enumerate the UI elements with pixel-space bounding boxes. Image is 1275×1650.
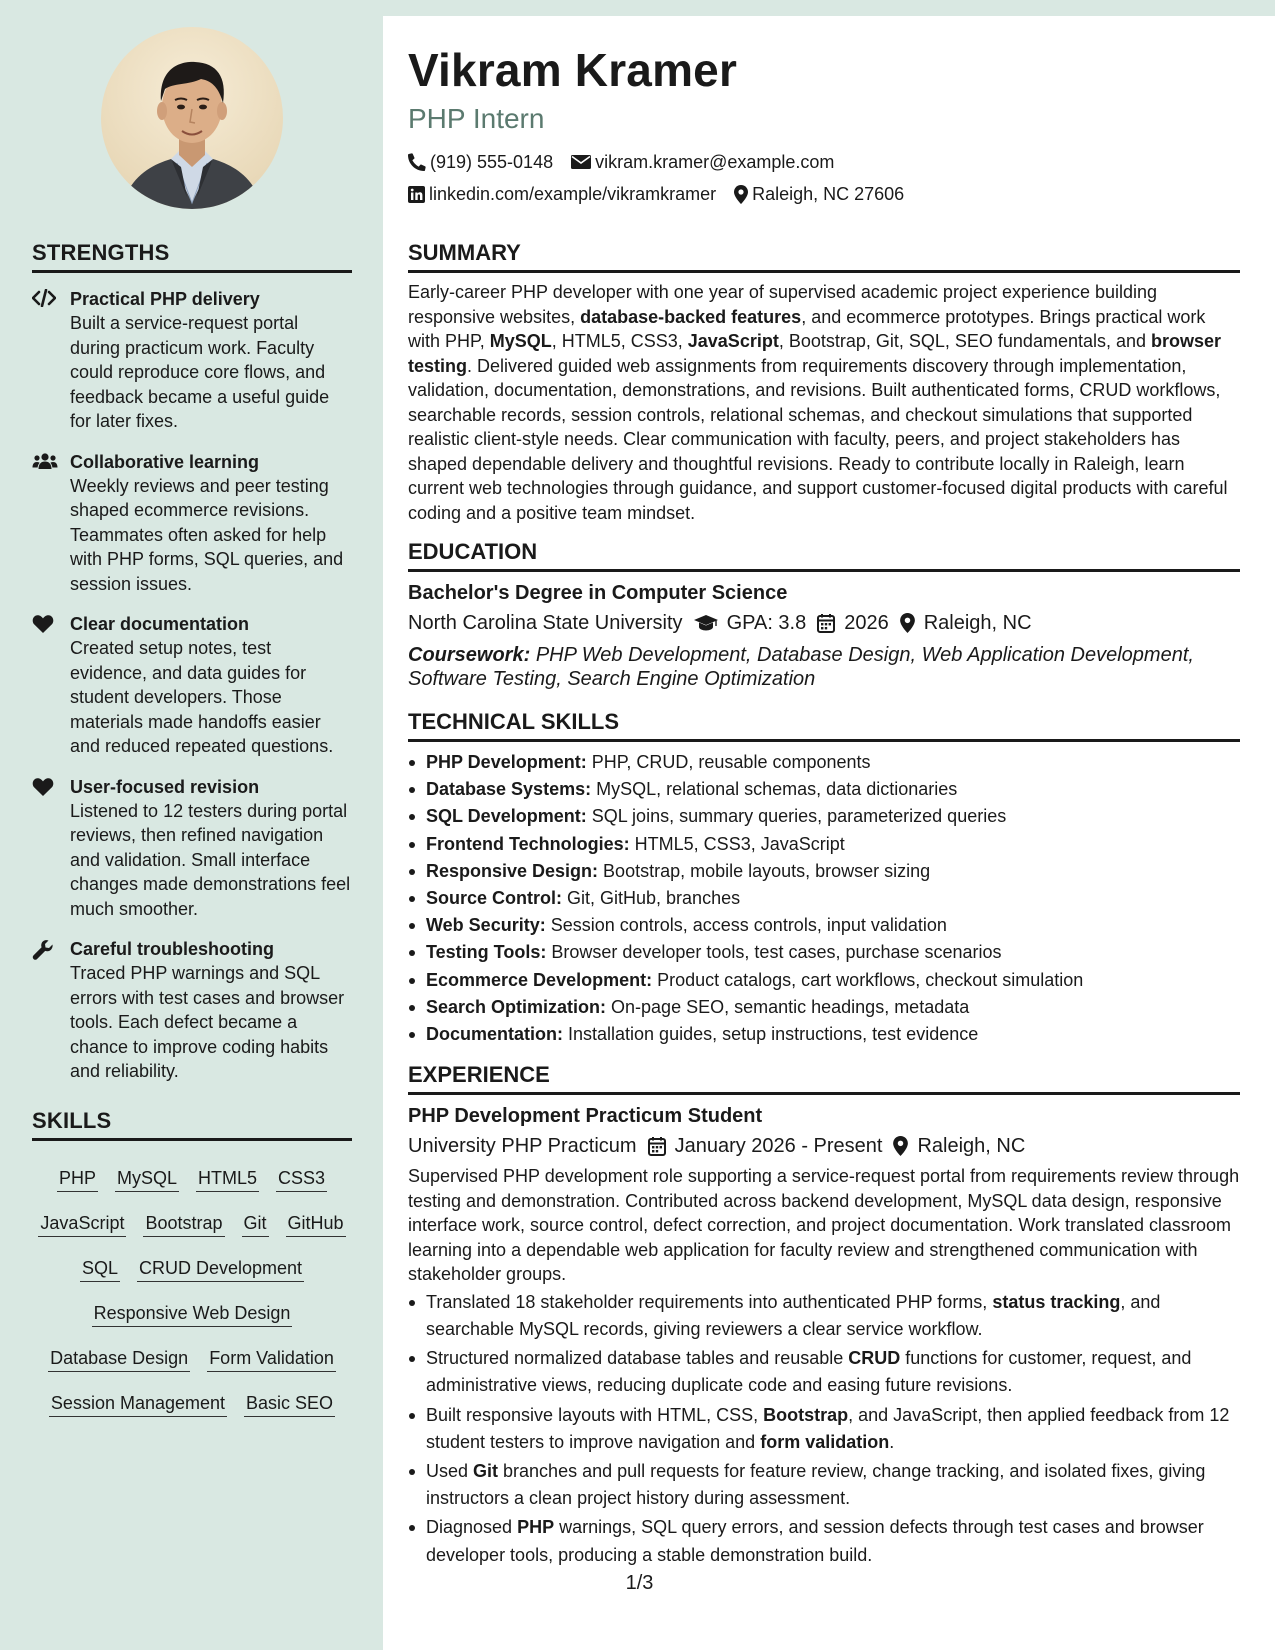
education-heading: EDUCATION [408, 539, 1240, 572]
experience-bullets [408, 1289, 1240, 1569]
candidate-name: Vikram Kramer [408, 44, 738, 96]
skill-tag: Basic SEO [244, 1392, 335, 1417]
calendar-icon [817, 613, 835, 633]
experience-bullet [408, 1402, 1240, 1456]
skill-value: SQL joins, summary queries, parameterized queries [586, 806, 1007, 827]
skill-tag: SQL [80, 1257, 120, 1282]
emphasis-text: Git [473, 1460, 499, 1481]
skill-tag: MySQL [115, 1167, 179, 1192]
skill-tag: Bootstrap [143, 1212, 224, 1237]
skills-heading: SKILLS [32, 1108, 352, 1141]
technical-skill-item [408, 994, 1240, 1021]
text-run: functions for customer, request, and administrative views, reducing duplicate code and easing future revisions. [426, 1348, 1192, 1396]
text-run: Used [426, 1460, 474, 1481]
skill-label: SQL Development: [426, 806, 587, 827]
experience-location: Raleigh, NC [917, 1135, 1026, 1158]
text-run: , and ecommerce prototypes. Brings practical work with PHP, [408, 306, 1206, 351]
text-run: . Delivered guided web assignments from requirements discovery through implementation, validation, documentation, demonstrations, and revisions. Built authenticated forms, CRUD workflows, searchable records, session controls, relational schemas, and checkout simulations that supported realistic client-style needs. Clear communication with faculty, peers, and project stakeholders has shaped dependable delivery and thoughtful revisions. Ready to contribute locally in Raleigh, learn current web technologies through guidance, and support customer-focused digital products with careful coding and a positive team mindset. [408, 355, 1228, 523]
strength-desc: Weekly reviews and peer testing shaped ecommerce revisions. Teammates often asked for help with PHP forms, SQL queries, and session issues. [70, 475, 344, 594]
calendar-icon [648, 1136, 666, 1156]
profile-photo [101, 27, 283, 209]
skill-label: Source Control: [426, 888, 563, 909]
page-number [0, 1572, 1275, 1595]
wrench-icon [32, 937, 70, 1084]
skill-tag: Git [242, 1212, 269, 1237]
contact-linkedin [408, 178, 716, 210]
job-title: PHP Intern [408, 103, 545, 134]
technical-skill-item [408, 858, 1240, 885]
skill-tag: CSS3 [276, 1167, 327, 1192]
linkedin-text: linkedin.com/example/vikramkramer [429, 184, 717, 204]
skill-label: Ecommerce Development: [426, 969, 653, 990]
strength-desc: Built a service-request portal during practicum work. Faculty could reproduce core flows, and feedback became a useful guide for later fixes. [70, 313, 330, 431]
strength-item [32, 450, 352, 597]
strength-desc: Listened to 12 testers during portal reviews, then refined navigation and validation. Small interface changes made demonstrations feel much smoother. [70, 800, 351, 919]
strength-item [32, 287, 352, 434]
technical-skill-item [408, 776, 1240, 803]
strengths-heading: STRENGTHS [32, 240, 352, 273]
skill-label: Database Systems: [426, 779, 592, 800]
contact-location [734, 178, 904, 210]
users-icon [32, 450, 70, 597]
emphasis-text: PHP [517, 1517, 555, 1538]
technical-skill-item [408, 749, 1240, 776]
education-school: North Carolina State University [408, 612, 683, 634]
education-location: Raleigh, NC [923, 612, 1032, 634]
contact-row [408, 146, 1248, 178]
education-degree: Bachelor's Degree in Computer Science [408, 582, 788, 604]
technical-skill-item [408, 1021, 1240, 1048]
experience-description: Supervised PHP development role supporting a service-request portal from requirements review through testing and demonstration. Contributed across backend development, MySQL data design, responsive interface work, source control, defect correction, and project documentation. Work translated classroom learning into a dependable web application for faculty review and strengthened communication with stakeholder groups. [408, 1166, 1240, 1285]
experience-role: PHP Development Practicum Student [408, 1105, 763, 1128]
experience-bullet [408, 1458, 1240, 1512]
skill-tag: GitHub [286, 1212, 346, 1237]
skill-tag: HTML5 [196, 1167, 259, 1192]
location-text: Raleigh, NC 27606 [752, 184, 905, 204]
text-run: , Bootstrap, Git, SQL, SEO fundamentals, and [778, 331, 1152, 351]
text-run: Diagnosed [426, 1517, 518, 1538]
emphasis-text: status tracking [992, 1291, 1121, 1312]
technical-skill-item [408, 831, 1240, 858]
skill-label: Web Security: [426, 915, 546, 936]
education-year: 2026 [844, 612, 889, 634]
graduation-cap-icon [694, 614, 718, 632]
text-run: Early-career PHP developer with one year of supervised academic project experience building responsive websites, [408, 282, 1158, 327]
emphasis-text: database-backed features [580, 306, 802, 327]
skill-tag: Form Validation [207, 1347, 336, 1372]
emphasis-text: CRUD [848, 1348, 901, 1369]
sidebar-content [32, 240, 352, 1425]
text-run: Translated 18 stakeholder requirements into authenticated PHP forms, [426, 1291, 993, 1312]
skill-value: MySQL, relational schemas, data dictionaries [591, 779, 958, 800]
skill-value: HTML5, CSS3, JavaScript [629, 833, 845, 854]
phone-icon [408, 153, 426, 171]
skill-tag: Session Management [49, 1392, 227, 1417]
emphasis-text: MySQL [489, 331, 552, 351]
skill-label: Frontend Technologies: [426, 833, 630, 854]
contact-phone [408, 146, 553, 178]
skill-label: Documentation: [426, 1024, 563, 1045]
contact-row [408, 178, 1248, 210]
text-run: , and searchable MySQL records, giving reviewers a clear service workflow. [426, 1291, 1161, 1339]
email-text: vikram.kramer@example.com [595, 152, 835, 172]
strength-title: Collaborative learning [70, 451, 260, 472]
skill-value: Browser developer tools, test cases, purchase scenarios [546, 942, 1002, 963]
strength-item [32, 937, 352, 1084]
summary-heading: SUMMARY [408, 240, 1240, 273]
experience-org: University PHP Practicum [408, 1135, 637, 1158]
phone-text: (919) 555-0148 [430, 152, 554, 172]
skill-tag-row [32, 1155, 352, 1200]
skill-tag-row [32, 1380, 352, 1425]
code-icon [32, 287, 70, 434]
experience-dates: January 2026 - Present [674, 1135, 883, 1158]
technical-skill-item [408, 885, 1240, 912]
skill-value: Bootstrap, mobile layouts, browser sizing [598, 860, 931, 881]
text-run: Structured normalized database tables and reusable [426, 1348, 849, 1369]
emphasis-text: JavaScript [687, 331, 779, 351]
technical-skill-item [408, 803, 1240, 830]
map-pin-icon [900, 613, 915, 633]
contact-email [571, 146, 834, 178]
skill-tag: Database Design [48, 1347, 190, 1372]
skill-tags [32, 1155, 352, 1425]
coursework [408, 643, 1240, 691]
strength-title: Careful troubleshooting [70, 939, 274, 959]
skill-tag-row [32, 1245, 352, 1290]
strength-title: User-focused revision [70, 776, 260, 797]
heart-icon [32, 612, 70, 759]
experience-heading: EXPERIENCE [408, 1062, 1240, 1095]
technical-skills-list [408, 749, 1240, 1048]
technical-skill-item [408, 967, 1240, 994]
emphasis-text: Bootstrap [763, 1404, 849, 1425]
strength-title: Clear documentation [70, 614, 250, 634]
linkedin-icon [408, 186, 425, 203]
skill-tag-row [32, 1335, 352, 1380]
skill-label: Responsive Design: [426, 860, 599, 881]
text-run: , and JavaScript, then applied feedback from 12 student testers to improve navigation and [426, 1404, 1230, 1452]
skill-label: Search Optimization: [426, 996, 607, 1017]
skill-tag: PHP [57, 1167, 98, 1192]
main-content [408, 240, 1240, 1571]
experience-bullet [408, 1345, 1240, 1399]
technical-skill-item [408, 939, 1240, 966]
text-run: branches and pull requests for feature review, change tracking, and isolated fixes, giving instructors a clean project history during assessment. [426, 1460, 1206, 1509]
strength-item [32, 775, 352, 922]
strength-title: Practical PHP delivery [70, 289, 260, 309]
skill-value: Product catalogs, cart workflows, checkout simulation [652, 969, 1084, 990]
coursework-label: Coursework: [408, 644, 531, 666]
skill-label: Testing Tools: [426, 942, 547, 963]
envelope-icon [571, 154, 591, 170]
skill-tag-row [32, 1200, 352, 1245]
heart-icon [32, 775, 70, 922]
skill-value: PHP, CRUD, reusable components [586, 752, 871, 772]
header [408, 38, 1248, 210]
skill-value: Git, GitHub, branches [562, 888, 741, 909]
experience-meta [408, 1130, 1240, 1162]
strength-desc: Created setup notes, test evidence, and data guides for student developers. Those materials made handoffs easier and reduced repeated questions. [70, 638, 334, 756]
map-pin-icon [734, 185, 748, 204]
skill-value: Session controls, access controls, input validation [545, 915, 947, 936]
strength-desc: Traced PHP warnings and SQL errors with test cases and browser tools. Each defect became a chance to improve coding habits and reliability. [70, 963, 345, 1081]
skill-value: Installation guides, setup instructions, test evidence [563, 1024, 979, 1045]
skill-tag-row [32, 1290, 352, 1335]
experience-bullet [408, 1514, 1240, 1568]
map-pin-icon [893, 1136, 908, 1156]
text-run: . [889, 1431, 895, 1452]
page-number-text: 1/3 [625, 1572, 654, 1594]
education-meta [408, 607, 1240, 639]
text-run: warnings, SQL query errors, and session defects through test cases and browser developer tools, producing a stable demonstration build. [426, 1517, 1204, 1565]
emphasis-text: browser testing [408, 331, 1222, 376]
emphasis-text: form validation [760, 1431, 890, 1452]
text-run: , HTML5, CSS3, [551, 331, 688, 351]
technical-skill-item [408, 912, 1240, 939]
strength-item [32, 612, 352, 759]
summary-text [408, 280, 1240, 525]
skill-value: On-page SEO, semantic headings, metadata [606, 996, 970, 1017]
skill-label: PHP Development: [426, 752, 587, 772]
skill-tag: CRUD Development [137, 1257, 304, 1282]
education-gpa: GPA: 3.8 [726, 612, 807, 634]
experience-bullet [408, 1289, 1240, 1343]
technical-skills-heading: TECHNICAL SKILLS [408, 709, 1240, 742]
skill-tag: Responsive Web Design [92, 1302, 293, 1327]
text-run: Built responsive layouts with HTML, CSS, [426, 1404, 764, 1425]
coursework-text: PHP Web Development, Database Design, Web Application Development, Software Testing, Search Engine Optimization [408, 644, 1194, 690]
skill-tag: JavaScript [38, 1212, 126, 1237]
